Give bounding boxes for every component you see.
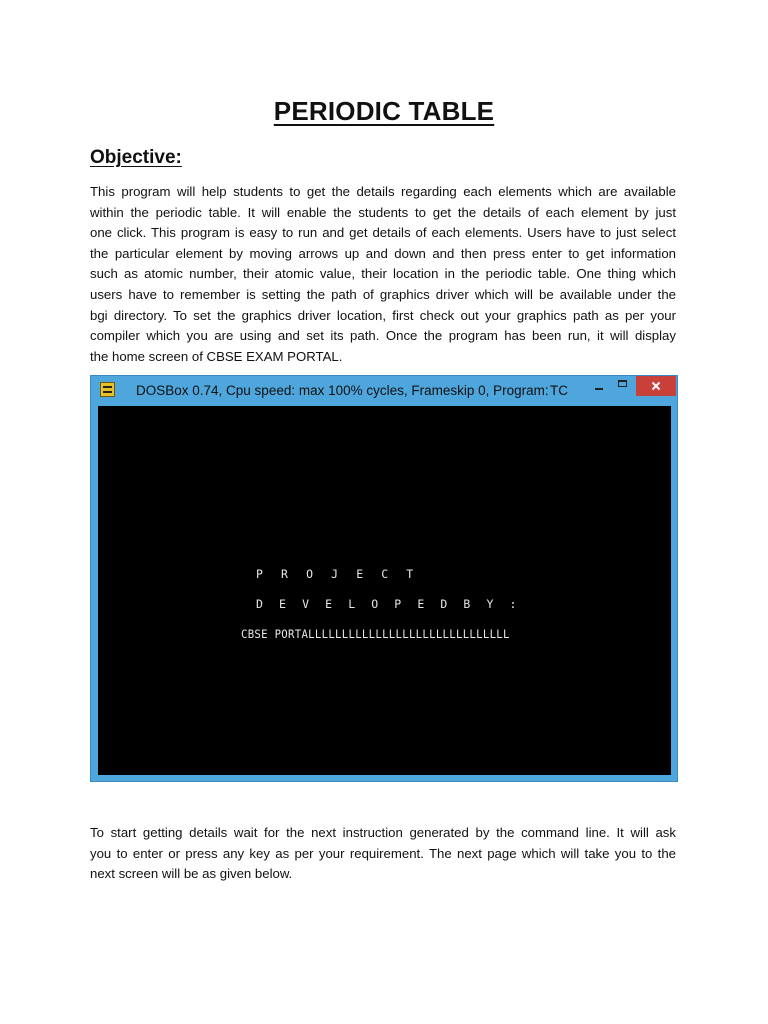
dosbox-titlebar — [91, 376, 677, 406]
dosbox-program-name: TC — [550, 383, 568, 398]
paragraph-line: users have to remember is setting the path of graphics driver which will be available under the — [90, 286, 676, 302]
paragraph-line: the home screen of CBSE EXAM PORTAL. — [90, 348, 343, 364]
paragraph-line: the particular element by moving arrows up and down and then press enter to get information — [90, 245, 676, 261]
objective-heading: Objective: — [90, 147, 182, 168]
dos-developed-by-line: D E V E L O P E D B Y : — [256, 597, 522, 611]
dos-project-line: P R O J E C T — [256, 567, 419, 581]
instructions-paragraph — [90, 823, 676, 885]
objective-paragraph — [90, 182, 676, 367]
paragraph-line: compiler which you are using and set its path. Once the program has been run, it will display — [90, 328, 676, 344]
paragraph-line: bgi directory. To set the graphics driver location, first check out your graphics path as per your — [90, 307, 676, 323]
paragraph-line: you to enter or press any key as per your requirement. The next page which will take you to the — [90, 845, 676, 861]
maximize-icon[interactable] — [612, 376, 634, 396]
paragraph-line: such as atomic number, their atomic value, their location in the periodic table. One thing which — [90, 266, 676, 282]
paragraph-line: one click. This program is easy to run and get details of each elements. Users have to just select — [90, 225, 676, 241]
dos-portal-line: CBSE PORTALLLLLLLLLLLLLLLLLLLLLLLLLLLLLL — [241, 627, 510, 641]
paragraph-line: This program will help students to get the details regarding each elements which are available — [90, 184, 676, 199]
dosbox-app-icon — [100, 382, 115, 397]
paragraph-line: within the periodic table. It will enable the students to get the details of each element by just — [90, 204, 676, 220]
paragraph-line: To start getting details wait for the next instruction generated by the command line. It will ask — [90, 825, 676, 840]
paragraph-line: next screen will be as given below. — [90, 866, 293, 882]
close-icon[interactable] — [636, 376, 676, 396]
dosbox-screen — [98, 406, 671, 775]
dosbox-window-title: DOSBox 0.74, Cpu speed: max 100% cycles, Frameskip 0, Program: — [136, 383, 549, 398]
document-title: PERIODIC TABLE — [273, 96, 495, 126]
minimize-icon[interactable] — [588, 376, 610, 396]
dosbox-window-screenshot — [90, 375, 678, 782]
